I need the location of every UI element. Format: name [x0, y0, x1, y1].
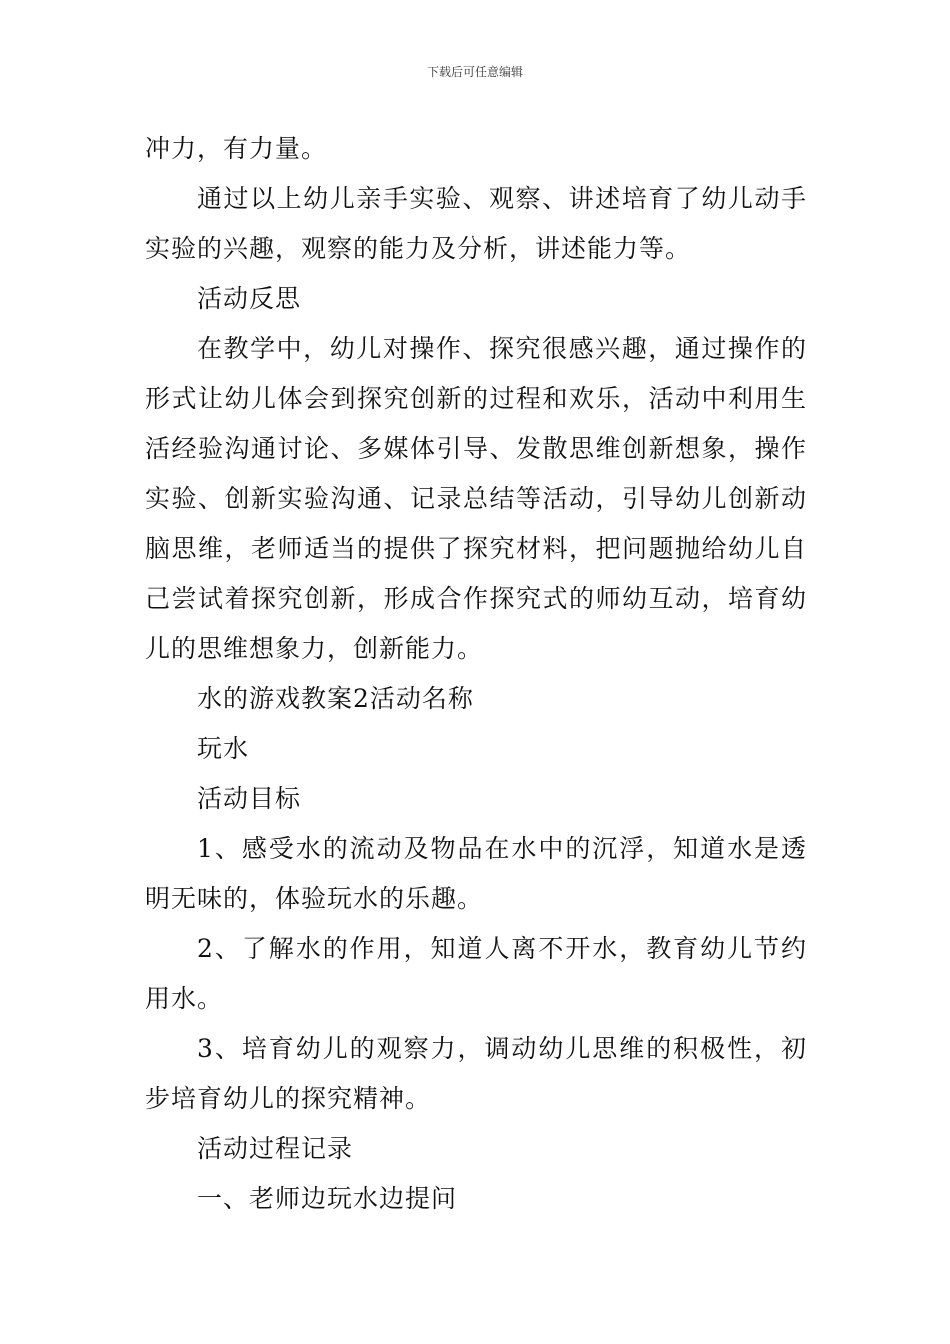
paragraph-continuation: 冲力，有力量。: [145, 134, 328, 163]
heading-reflection: 活动反思: [197, 284, 302, 313]
process-step-1: 一、老师边玩水边提问: [197, 1184, 458, 1213]
goal-item-3: 3、培育幼儿的观察力，调动幼儿思维的积极性，初步培育幼儿的探究精神。: [145, 1034, 807, 1113]
paragraph-summary: 通过以上幼儿亲手实验、观察、讲述培育了幼儿动手实验的兴趣，观察的能力及分析，讲述能力等。: [145, 184, 807, 263]
heading-goals: 活动目标: [197, 784, 302, 813]
page-header: 下载后可任意编辑: [426, 65, 523, 79]
heading-process: 活动过程记录: [197, 1134, 354, 1163]
heading-lesson-2: 水的游戏教案2活动名称: [197, 684, 474, 713]
goal-item-2: 2、了解水的作用，知道人离不开水，教育幼儿节约用水。: [145, 934, 807, 1013]
document-body: [145, 124, 807, 1224]
paragraph-reflection: 在教学中，幼儿对操作、探究很感兴趣，通过操作的形式让幼儿体会到探究创新的过程和欢乐，活动中利用生活经验沟通讨论、多媒体引导、发散思维创新想象，操作实验、创新实验沟通、记录总结等活动，引导幼儿创新动脑思维，老师适当的提供了探究材料，把问题抛给幼儿自己尝试着探究创新，形成合作探究式的师幼互动，培育幼儿的思维想象力，创新能力。: [145, 334, 807, 663]
goal-item-1: 1、感受水的流动及物品在水中的沉浮，知道水是透明无味的，体验玩水的乐趣。: [145, 834, 807, 913]
activity-name: 玩水: [197, 734, 250, 763]
